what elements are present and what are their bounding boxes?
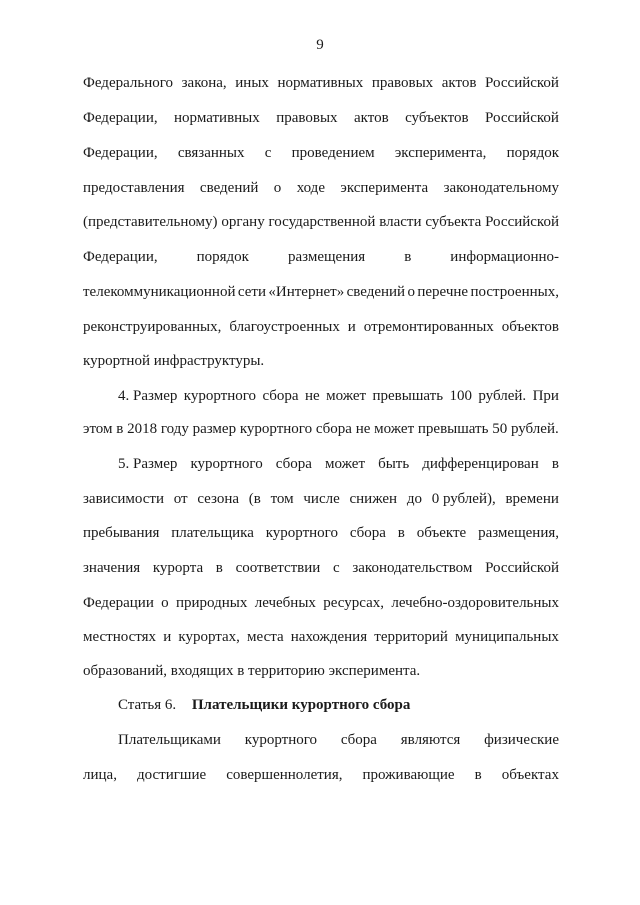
article-label: Статья 6. (118, 697, 177, 713)
text-line: Федерального закона, иных нормативных правовых актов Российской (83, 75, 559, 91)
text-line: Федерации, связанных с проведением эксперимента, порядок (83, 145, 559, 161)
text-line: зависимости от сезона (в том числе снижен до 0 рублей), времени (83, 491, 559, 507)
text-line: Плательщиками курортного сбора являются физические (118, 732, 559, 748)
text-line: телекоммуникационной сети «Интернет» сведений о перечне построенных, (83, 284, 559, 300)
paragraph-4-line: 4. Размер курортного сбора не может превышать 100 рублей. При (118, 388, 559, 404)
paragraph-5-line: 5. Размер курортного сбора может быть дифференцирован в (118, 456, 559, 472)
text-line: местностях и курортах, места нахождения территорий муниципальных (83, 629, 559, 645)
page-number: 9 (316, 37, 324, 53)
text-line: лица, достигшие совершеннолетия, проживающие в объектах (83, 767, 559, 783)
text-line: пребывания плательщика курортного сбора в объекте размещения, (83, 525, 559, 541)
text-line: Федерации, нормативных правовых актов субъектов Российской (83, 110, 559, 126)
text-line: значения курорта в соответствии с законодательством Российской (83, 560, 559, 576)
article-title: Плательщики курортного сбора (191, 697, 411, 713)
text-line: курортной инфраструктуры. (83, 353, 265, 369)
text-line: (представительному) органу государственной власти субъекта Российской (83, 214, 559, 230)
text-line: образований, входящих в территорию эксперимента. (83, 663, 421, 679)
article-heading (118, 696, 410, 714)
text-line: Федерации о природных лечебных ресурсах, лечебно-оздоровительных (83, 595, 559, 611)
text-line: предоставления сведений о ходе эксперимента законодательному (83, 180, 559, 196)
text-line: этом в 2018 году размер курортного сбора не может превышать 50 рублей. (83, 421, 559, 437)
text-line: Федерации, порядок размещения в информационно- (83, 249, 559, 265)
text-line: реконструированных, благоустроенных и отремонтированных объектов (83, 319, 559, 335)
